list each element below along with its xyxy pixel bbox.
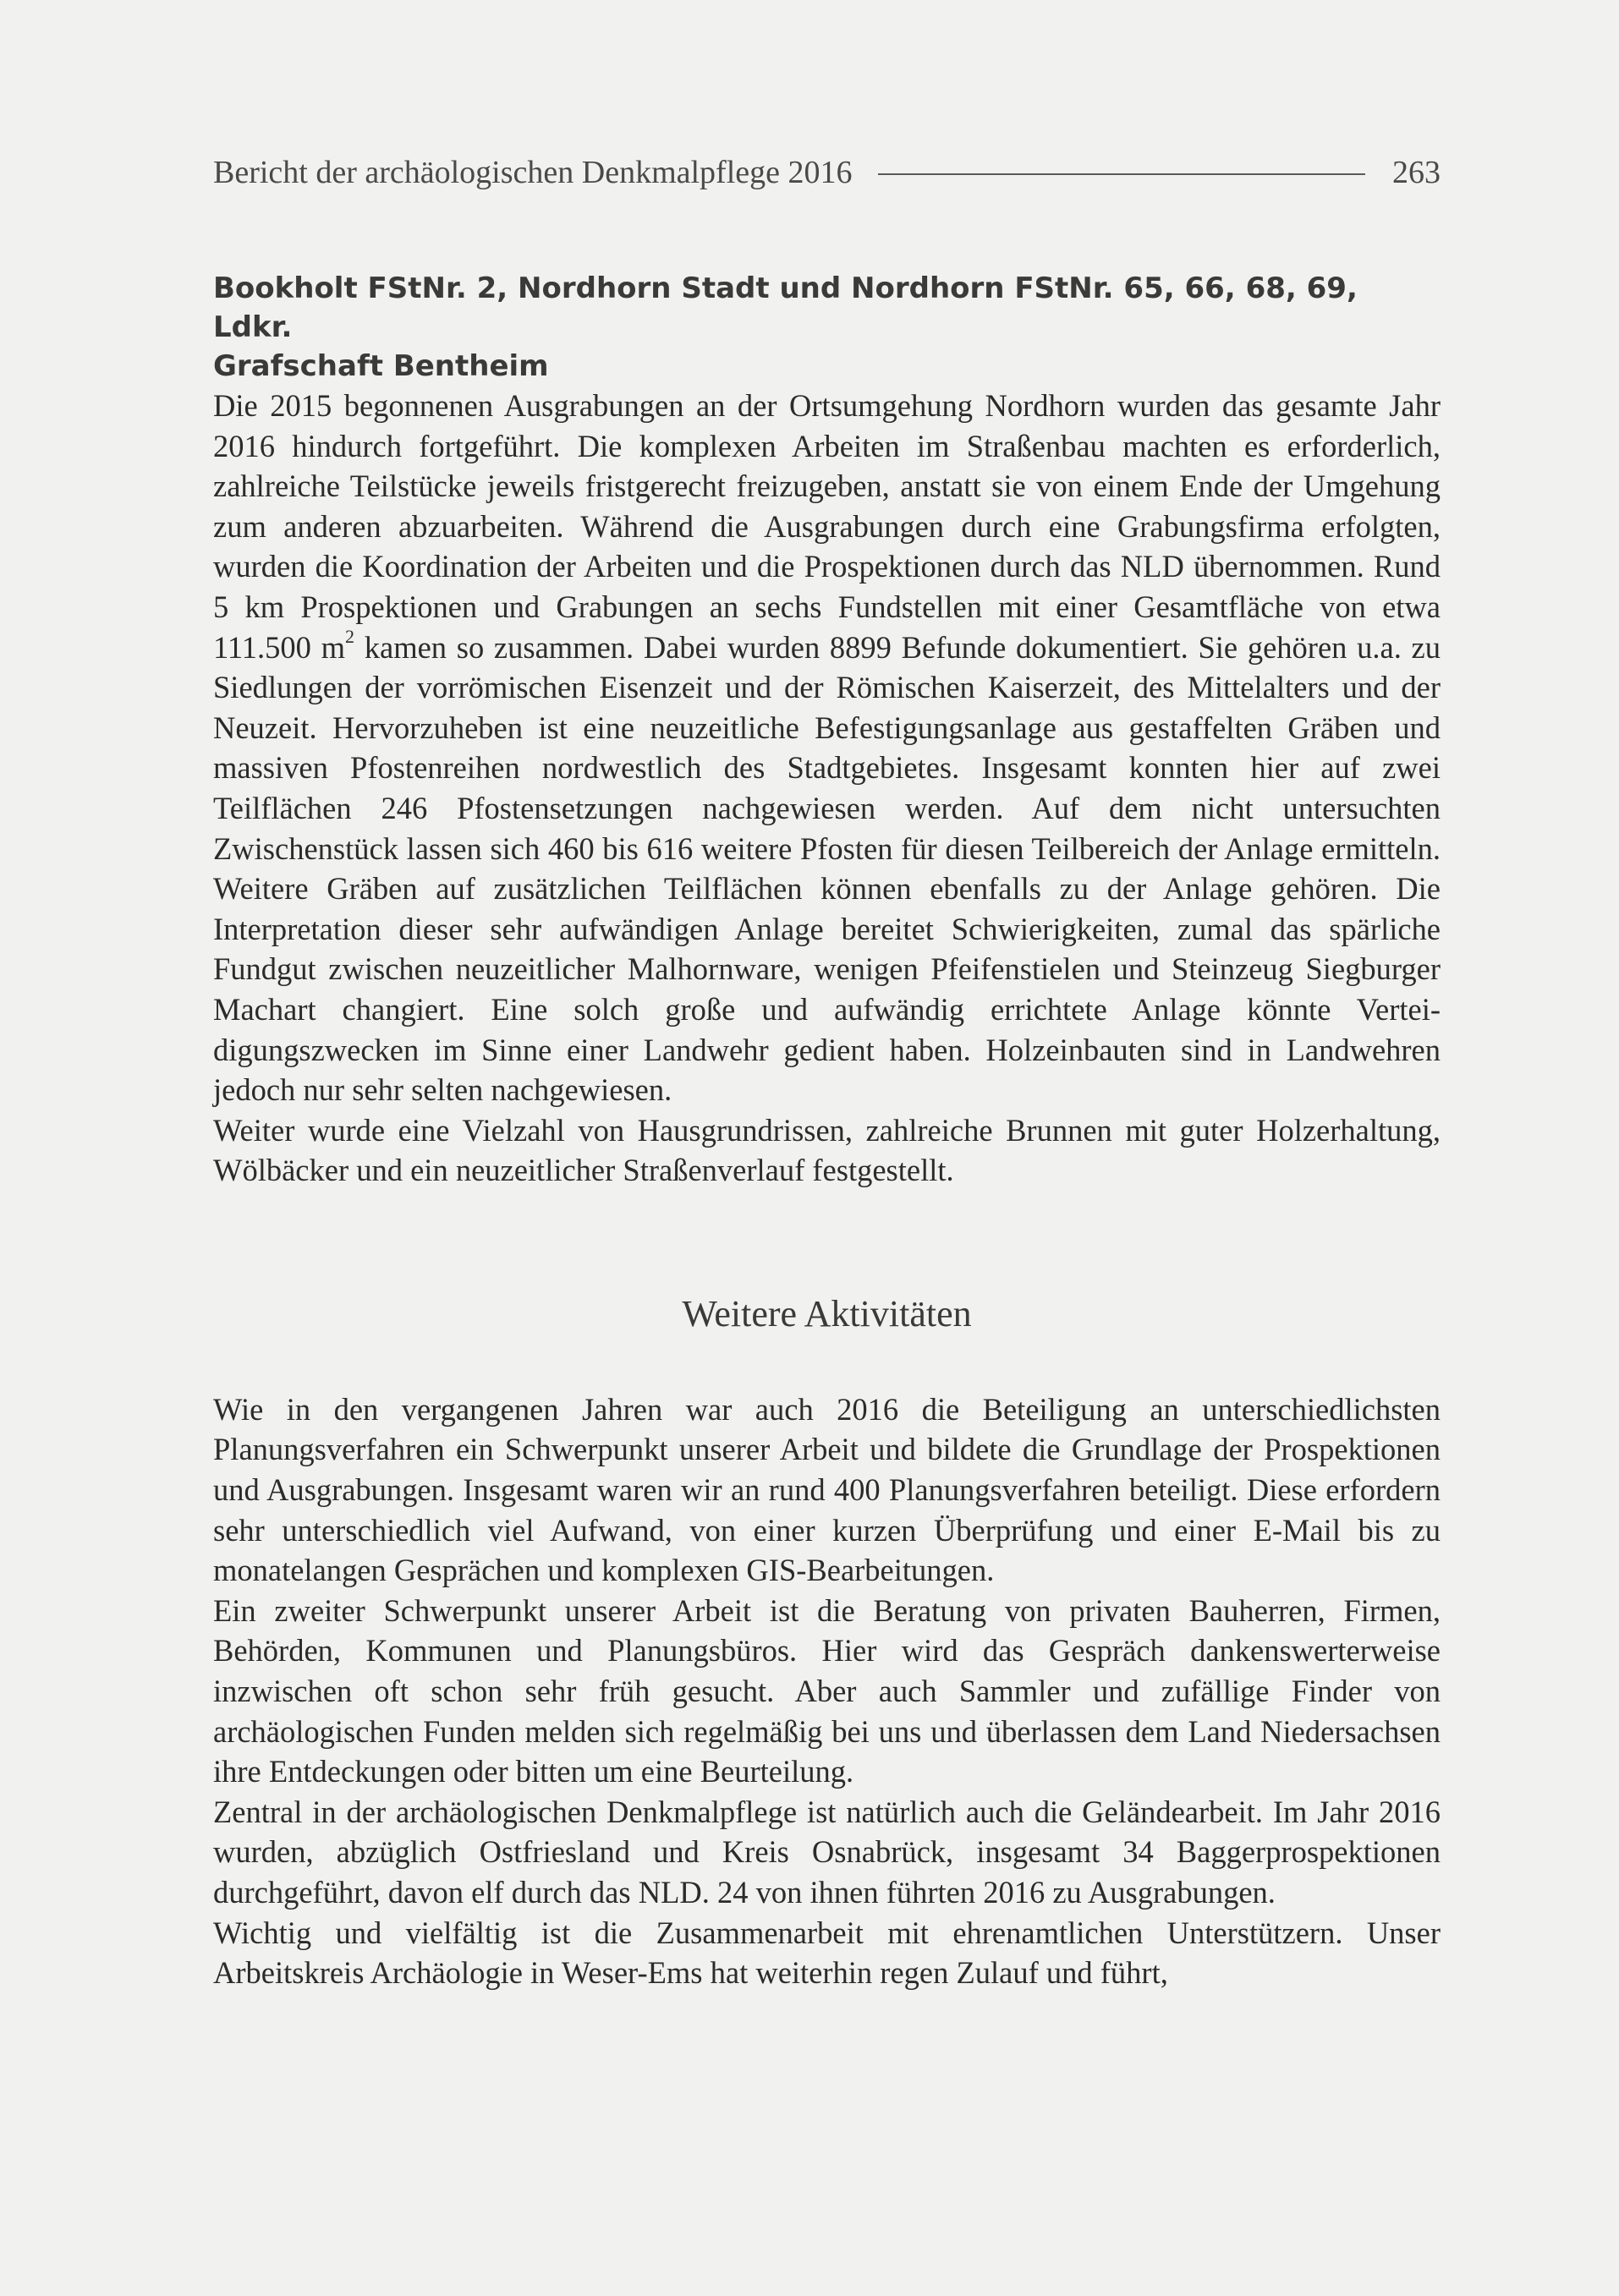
running-header <box>213 149 1441 196</box>
entry-heading-line2: Grafschaft Bentheim <box>213 349 549 383</box>
entry-paragraph-2: Weiter wurde eine Vielzahl von Hausgrundrissen, zahlreiche Brunnen mit guter Holzerhaltung, Wölbäcker und ein neuzeitlicher Straßenverlauf festgestellt. <box>213 1112 1441 1188</box>
main-content <box>213 269 1441 1993</box>
section-paragraph-1: Wie in den vergangenen Jahren war auch 2016 die Beteiligung an unterschiedlichsten Planungsverfahren ein Schwerpunkt unserer Arbeit und bildete die Grundlage der Prospektionen und Ausgrabungen. Insgesamt waren wir an rund 400 Planungsverfahren beteiligt. Diese erfordern sehr unterschiedlich viel Aufwand, von einer kurzen Überprüfung und einer E-Mail bis zu monatelangen Gesprächen und komplexen GIS-Bearbeitungen. <box>213 1391 1441 1588</box>
superscript-2: 2 <box>345 626 355 648</box>
section-paragraph-3: Zentral in der archäologischen Denkmalpflege ist natürlich auch die Geländearbeit. Im Jahr 2016 wurden, abzüglich Ostfriesland und Kreis Osnabrück, insgesamt 34 Baggerprospektionen durchgeführt, davon elf durch das NLD. 24 von ihnen führten 2016 zu Ausgrabungen. <box>213 1794 1441 1910</box>
section-heading: Weitere Aktivitäten <box>682 1292 972 1334</box>
entry-heading <box>213 269 1441 386</box>
header-rule <box>878 173 1366 175</box>
page-number: 263 <box>1392 155 1441 190</box>
entry-paragraph-1 <box>213 386 1441 1110</box>
section-paragraph-2: Ein zweiter Schwerpunkt unserer Arbeit ist die Beratung von privaten Bauherren, Firmen, Behörden, Kommunen und Planungsbüros. Hier wird das Gespräch dankenswerterweise inzwischen oft schon sehr früh gesucht. Aber auch Sammler und zufällige Finder von archäologischen Funden melden sich regelmäßig bei uns und überlassen dem Land Niedersachsen ihre Entdeckungen oder bitten um eine Beurteilung. <box>213 1592 1441 1789</box>
entry-heading-line1: Bookholt FStNr. 2, Nordhorn Stadt und Nordhorn FStNr. 65, 66, 68, 69, Ldkr. <box>213 271 1358 344</box>
header-title: Bericht der archäologischen Denkmalpflege 2016 <box>213 155 853 190</box>
section-paragraph-4: Wichtig und vielfältig ist die Zusammenarbeit mit ehrenamtlichen Unterstützern. Unser Arbeitskreis Archäologie in Weser-Ems hat weiterhin regen Zulauf und führt, <box>213 1915 1441 1991</box>
entry-paragraph-1-part1: Die 2015 begonnenen Ausgrabungen an der Ortsumgehung Nordhorn wurden das gesamte Jahr 2016 hindurch fortgeführt. Die komplexen Arbeiten im Straßenbau machten es erforderlich, zahlreiche Teilstücke jeweils fristgerecht freizugeben, anstatt sie von einem Ende der Umgehung zum anderen abzuarbeiten. Während die Ausgrabungen durch eine Grabungsfirma erfolgten, wurden die Koordination der Arbeiten und die Prospektionen durch das NLD übernommen. Rund 5 km Prospektionen und Grabungen an sechs Fundstellen mit einer Gesamtfläche von etwa 111.500 m <box>213 388 1441 665</box>
entry-paragraph-1-part2: kamen so zusammen. Dabei wurden 8899 Befunde dokumentiert. Sie gehören u.a. zu Siedlungen der vorrömischen Eisenzeit und der Römischen Kaiserzeit, des Mittelalters und der Neuzeit. Hervorzuheben ist eine neuzeitliche Befestigungsanlage aus gestaffelten Gräben und massiven Pfostenreihen nordwestlich des Stadtgebietes. Insgesamt konnten hier auf zwei Teilflächen 246 Pfostensetzungen nachgewiesen werden. Auf dem nicht untersuchten Zwischenstück lassen sich 460 bis 616 weitere Pfosten für diesen Teilbereich der Anlage ermitteln. Weitere Gräben auf zusätzlichen Teilflächen können ebenfalls zu der Anlage gehören. Die Interpretation dieser sehr aufwändigen Anlage bereitet Schwierigkeiten, zumal das spärliche Fundgut zwischen neuzeitlicher Malhornware, wenigen Pfeifenstielen und Steinzeug Siegburger Machart changiert. Eine solch große und aufwändig errichtete Anlage könnte Verteidigungszwecken im Sinne einer Landwehr gedient haben. Holzeinbauten sind in Landwehren jedoch nur sehr selten nachgewiesen. <box>213 629 1441 1108</box>
